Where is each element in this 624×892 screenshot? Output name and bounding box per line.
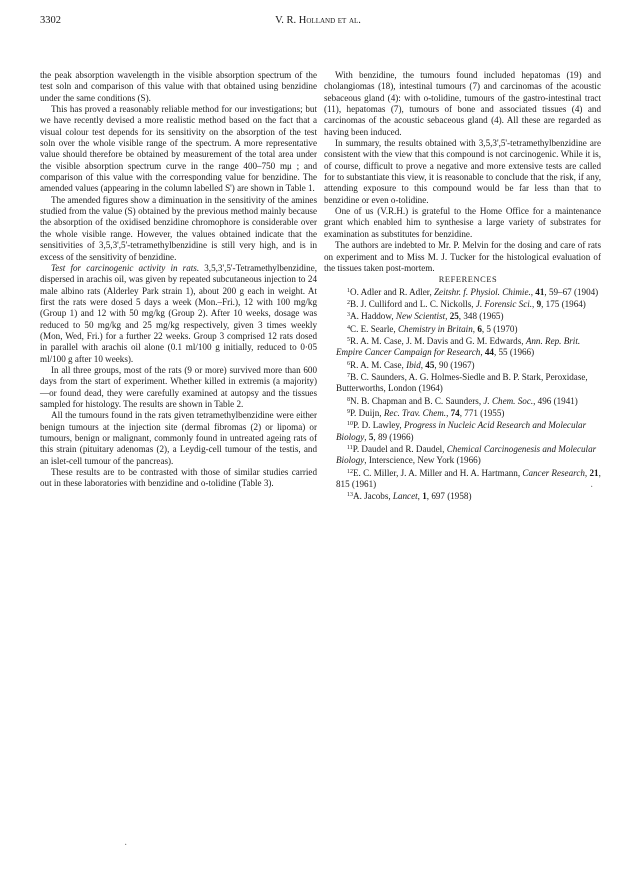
reference-journal: J. Forensic Sci. bbox=[475, 298, 533, 309]
reference-text: , bbox=[584, 467, 590, 478]
reference-text: , bbox=[417, 491, 423, 502]
reference-number: 9 bbox=[347, 408, 350, 415]
right-paragraph bbox=[324, 206, 601, 240]
paragraph-text: All the tumours found in the rats given tetramethylbenzidine were either benign tumours at the injection site (dermal fibromas (2) or lipoma) or tumours, benign or malignant, commonly found in untreated ageing rats of this strain (pituitary adenomas (2), a Leydig-cell tumour of the testis, and an islet-cell tumour of the pancreas). bbox=[40, 410, 317, 466]
reference-pages: , 89 (1966) bbox=[373, 431, 414, 442]
reference-authors: R. A. M. Case, J. M. Davis and G. M. Edwards, bbox=[350, 335, 526, 346]
reference-volume: 5 bbox=[368, 431, 374, 442]
reference-item bbox=[324, 359, 601, 371]
reference-authors: E. C. Miller, J. A. Miller and H. A. Hartmann, bbox=[353, 467, 523, 478]
reference-volume: 1 bbox=[422, 491, 427, 502]
reference-number: 3 bbox=[347, 312, 350, 319]
reference-journal: J. Chem. Soc. bbox=[483, 395, 534, 406]
reference-volume: 25 bbox=[449, 311, 459, 322]
reference-item bbox=[324, 286, 601, 298]
reference-number: 1 bbox=[347, 287, 350, 294]
reference-journal: Rec. Trav. Chem. bbox=[383, 407, 447, 418]
reference-volume: 21 bbox=[589, 467, 599, 478]
reference-item bbox=[324, 490, 601, 502]
references-heading: REFERENCES bbox=[438, 275, 498, 285]
right-paragraph bbox=[324, 138, 601, 206]
reference-journal: Zeitshr. f. Physiol. Chimie. bbox=[434, 286, 531, 297]
reference-number: 2 bbox=[347, 299, 350, 306]
reference-authors: O. Adler and R. Adler, bbox=[350, 286, 434, 297]
reference-text: , bbox=[472, 323, 478, 334]
paragraph-text: In summary, the results obtained with 3,5,3',5'-tetramethylbenzidine are consistent with the view that this compound is not carcinogenic. While it is, of course, difficult to prove a negative and more extensive tests are called for to substantiate this view, it is reasonable to conclude that the risk, if any, attending exposure to this compound would be far less than that to benzidine or even o-tolidine. bbox=[324, 138, 601, 205]
reference-journal: Ann. Rep. Brit. Empire Cancer Campaign for Research bbox=[336, 335, 581, 358]
left-paragraph bbox=[40, 410, 317, 467]
reference-number: 7 bbox=[347, 372, 350, 379]
reference-number: 8 bbox=[347, 396, 350, 403]
reference-item bbox=[324, 395, 601, 407]
paragraph-text: In all three groups, most of the rats (9 or more) survived more than 600 days from the start of experiment. Whether killed in extremis (a majority)—or found dead, they were carefully examined at autopsy and the tissues sampled for histology. The results are shown in Table 2. bbox=[40, 364, 317, 409]
paragraph-text: The amended figures show a diminuation in the sensitivity of the amines studied from the value (S) obtained by the previous method mainly because the absorption of the oxidised benzidine chromophore is considerable over the whole visible range. However, the values obtained indicate that the sensitivities of 3,5,3',5'-tetramethylbenzidine is still very high, and is in excess of the sensitivity of benzidine. bbox=[40, 194, 317, 262]
reference-pages: , 90 (1967) bbox=[434, 359, 475, 370]
reference-authors: A. Jacobs, bbox=[353, 491, 393, 502]
paragraph-text: These results are to be contrasted with those of similar studies carried out in these laboratories with benzidine and o-tolidine (Table 3). bbox=[40, 467, 317, 489]
reference-authors: N. B. Chapman and B. C. Saunders, bbox=[350, 395, 484, 406]
reference-pages: , 697 (1958) bbox=[426, 491, 472, 502]
reference-volume: 45 bbox=[425, 359, 435, 370]
reference-journal: Chemistry in Britain bbox=[397, 323, 473, 334]
right-paragraph bbox=[324, 70, 601, 138]
reference-number: 10 bbox=[347, 421, 353, 428]
reference-number: 4 bbox=[347, 324, 350, 331]
reference-item bbox=[324, 323, 601, 335]
reference-journal: Cancer Research bbox=[522, 467, 585, 478]
reference-text: , 496 (1941) bbox=[533, 395, 578, 406]
reference-authors: B. J. Culliford and L. C. Nickolls, bbox=[350, 298, 476, 309]
reference-authors: B. C. Saunders, A. G. Holmes-Siedle and B. P. Stark, bbox=[350, 371, 546, 382]
reference-text: , bbox=[446, 407, 451, 418]
reference-item bbox=[324, 407, 601, 419]
paragraph-text: With benzidine, the tumours found included hepatomas (19) and cholangiomas (18), intestinal tumours (7) and carcinomas of the acoustic sebaceous gland (4): with o-tolidine, tumours of the gastro-intestinal tract (11), hepatomas (7), tumours of bone and associated tissues (4) and carcinomas of the acoustic sebaceous gland (4). All these are regarded as having been induced. bbox=[324, 70, 601, 137]
reference-item bbox=[324, 335, 601, 359]
left-paragraph bbox=[40, 195, 317, 263]
reference-text: Peroxidase, Butterworths, London (1964) bbox=[336, 371, 588, 394]
scan-mark: · bbox=[590, 482, 594, 493]
scan-mark: · bbox=[124, 840, 128, 851]
reference-text: , bbox=[364, 431, 369, 442]
reference-number: 6 bbox=[347, 360, 350, 367]
paragraph-text: The authors are indebted to Mr. P. Melvin for the dosing and care of rats on experiment and to Miss M. J. Tucker for the histological evaluation of the tissues taken post-mortem. bbox=[324, 240, 601, 273]
left-paragraph bbox=[40, 70, 317, 104]
reference-item bbox=[324, 310, 601, 322]
reference-journal: Lancet bbox=[392, 491, 418, 502]
left-paragraph bbox=[40, 467, 317, 490]
page-header bbox=[40, 15, 596, 31]
reference-pages: , 59–67 (1904) bbox=[544, 286, 599, 297]
references-list bbox=[324, 286, 601, 503]
reference-pages: , 5 (1970) bbox=[481, 323, 518, 334]
reference-authors: P. Daudel and R. Daudel, bbox=[352, 444, 447, 454]
reference-text: , bbox=[530, 286, 536, 297]
reference-volume: 6 bbox=[477, 323, 482, 334]
reference-number: 13 bbox=[347, 492, 353, 499]
paragraph-text: 3,5,3',5'-Tetramethylbenzidine, dispersed in arachis oil, was given by repeated subcutaneous injection to 24 male albino rats (Alderley Park strain 1), about 200 g each in weight. At first the rats were dosed 5 days a week (Mon.–Fri.), 12 with 100 mg/kg (Group 1) and 12 with 50 mg/kg (Group 2). After 10 weeks, dosage was reduced to 50 mg/kg and 25 mg/kg respectively, given 3 times weekly (Mon, Wed, Fri.) for a further 22 weeks. Group 3 comprised 12 rats dosed in parallel with arachis oil alone (0.1 ml/100 g initially, reduced to 0·05 ml/100 g after 10 weeks). bbox=[40, 262, 318, 364]
reference-journal: Ibid bbox=[406, 359, 421, 370]
reference-pages: , 175 (1964) bbox=[541, 298, 586, 309]
reference-pages: , 771 (1955) bbox=[459, 407, 505, 418]
reference-item bbox=[324, 443, 601, 467]
reference-number: 12 bbox=[347, 468, 353, 475]
right-column bbox=[324, 70, 601, 503]
reference-text: , bbox=[532, 298, 537, 309]
reference-volume: 44 bbox=[484, 347, 494, 358]
reference-authors: P. Duijn, bbox=[350, 407, 384, 418]
reference-authors: R. A. M. Case, bbox=[350, 359, 407, 370]
reference-journal: Progress in Nucleic Acid Research and Molecular Biology bbox=[336, 420, 587, 442]
reference-volume: 41 bbox=[535, 286, 545, 297]
reference-volume: 74 bbox=[450, 407, 460, 418]
right-paragraph bbox=[324, 240, 601, 274]
reference-text: , bbox=[420, 359, 426, 370]
paragraph-text: One of us (V.R.H.) is grateful to the Home Office for a maintenance grant which enabled him to synthesise a large variety of substrates for examination as substitutes for benzidine. bbox=[324, 206, 601, 239]
left-paragraph bbox=[40, 104, 317, 195]
reference-pages: , 348 (1965) bbox=[458, 311, 504, 322]
reference-journal: New Scientist bbox=[395, 311, 446, 322]
reference-item bbox=[324, 419, 601, 443]
reference-text: , bbox=[480, 347, 485, 358]
reference-authors: P. D. Lawley, bbox=[353, 420, 404, 431]
page-number: 3302 bbox=[40, 15, 61, 26]
reference-number: 5 bbox=[347, 336, 350, 343]
paragraph-text: This has proved a reasonably reliable method for our investigations; but we have recently devised a more realistic method based on the fact that a visual colour test depends for its sensitivity on the absorption of the test soln over the whole visible range of the spectrum. A more representative value should therefore be obtained by measurement of the total area under the visible absorption spectrum curve in the range 400–750 mμ ; and comparison of this value with the corresponding value for benzidine. The amended values (appearing in the column labelled S') are shown in Table 1. bbox=[40, 104, 317, 194]
reference-item bbox=[324, 371, 601, 395]
reference-authors: A. Haddow, bbox=[350, 311, 396, 322]
reference-item bbox=[324, 298, 601, 310]
left-paragraph bbox=[40, 263, 317, 365]
left-paragraph bbox=[40, 365, 317, 410]
reference-text: , bbox=[445, 311, 450, 322]
reference-item bbox=[324, 467, 601, 491]
reference-text: , Interscience, New York (1966) bbox=[364, 455, 481, 466]
paragraph-text: the peak absorption wavelength in the visible absorption spectrum of the test soln and comparison of this value with that obtained using benzidine under the same conditions (S). bbox=[40, 70, 317, 103]
left-column bbox=[40, 70, 317, 490]
paragraph-lead: Test for carcinogenic activity in rats. bbox=[51, 262, 200, 273]
reference-volume: 9 bbox=[536, 298, 542, 309]
reference-journal: Chemical Carcinogenesis and Molecular Biology bbox=[336, 444, 597, 466]
reference-authors: C. E. Searle, bbox=[350, 323, 398, 334]
reference-pages: , 815 (1961) bbox=[336, 467, 601, 490]
reference-pages: , 55 (1966) bbox=[493, 347, 535, 358]
right-column-body bbox=[324, 70, 601, 274]
running-head: V. R. Holland et al. bbox=[275, 15, 361, 26]
reference-number: 11 bbox=[347, 445, 353, 451]
